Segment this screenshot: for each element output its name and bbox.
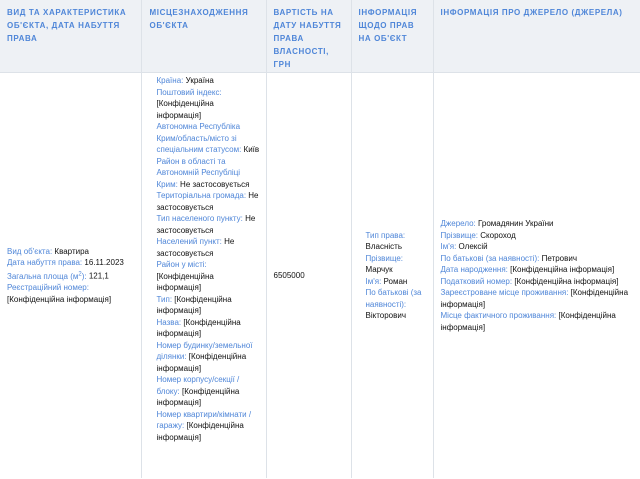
header-row xyxy=(0,0,640,73)
location-field xyxy=(157,190,260,213)
location-field-value: [Конфіденційна інформація] xyxy=(156,294,232,315)
location-field-label: Район у місті: xyxy=(156,260,207,269)
value-cell xyxy=(266,73,351,479)
source-field-value: Громадянин України xyxy=(478,219,554,228)
location-field xyxy=(157,236,260,259)
source-field-value: Олексій xyxy=(458,242,488,251)
header-rights: ІНФОРМАЦІЯ ЩОДО ПРАВ НА ОБ'ЄКТ xyxy=(351,0,433,73)
location-field-label: Населений пункт: xyxy=(156,237,222,246)
header-value: ВАРТІСТЬ НА ДАТУ НАБУТТЯ ПРАВА ВЛАСНОСТІ, ГРН xyxy=(266,0,351,73)
source-field xyxy=(441,276,635,288)
location-field-value: Не застосовується xyxy=(156,237,235,258)
source-field xyxy=(441,218,635,230)
source-field-label: Податковий номер: xyxy=(440,276,513,286)
header-location: МІСЦЕЗНАХОДЖЕННЯ ОБ'ЄКТА xyxy=(141,0,266,73)
owner-patronymic-label: По батькові (за наявності): xyxy=(365,288,422,309)
location-field xyxy=(157,409,260,444)
source-field xyxy=(441,241,635,253)
location-field xyxy=(157,340,260,375)
header-source: ІНФОРМАЦІЯ ПРО ДЖЕРЕЛО (ДЖЕРЕЛА) xyxy=(433,0,640,73)
location-field-value: [Конфіденційна інформація] xyxy=(156,271,214,292)
location-field-value: Київ xyxy=(243,145,260,154)
acquisition-date-value: 16.11.2023 xyxy=(84,258,124,268)
location-field-value: Не застосовується xyxy=(156,214,256,235)
location-field-label: Район в області та Автономній Республіці Крим: xyxy=(156,156,241,189)
location-field xyxy=(157,213,260,236)
location-field-label: Номер квартири/кімнати /гаражу: xyxy=(156,409,252,430)
location-field-label: Номер корпусу/секції /блоку: xyxy=(156,375,240,396)
source-field-label: Джерело: xyxy=(440,219,476,228)
location-cell xyxy=(141,73,266,479)
location-field-label: Автономна Республіка Крим/область/місто зі спеціальним статусом: xyxy=(156,122,242,154)
source-field xyxy=(441,230,635,242)
location-field-value: [Конфіденційна інформація] xyxy=(156,421,244,442)
location-field-value: [Конфіденційна інформація] xyxy=(156,317,241,338)
area-label: Загальна площа $(м^2)$: xyxy=(7,270,87,281)
area-value: 121,1 xyxy=(88,271,109,281)
location-field xyxy=(157,317,260,340)
right-type-label: Тип права: xyxy=(365,230,406,240)
location-field xyxy=(157,374,260,409)
source-field-value: [Конфіденційна інформація] xyxy=(440,311,616,332)
owner-surname-value: Марчук xyxy=(365,265,393,274)
location-field-value: [Конфіденційна інформація] xyxy=(156,386,240,407)
location-field xyxy=(157,75,260,87)
table-row xyxy=(0,73,640,479)
source-field-value: [Конфіденційна інформація] xyxy=(440,288,629,309)
location-field-label: Територіальна громада: xyxy=(156,191,247,200)
location-field-value: Не застосовується xyxy=(156,191,259,212)
location-field-label: Тип населеного пункту: xyxy=(156,214,243,223)
location-field-label: Номер будинку/земельної ділянки: xyxy=(156,340,253,361)
right-type-value: Власність xyxy=(365,242,402,251)
source-field xyxy=(441,310,635,333)
location-field-label: Тип: xyxy=(156,294,173,304)
source-field xyxy=(441,264,635,276)
location-field-value: [Конфіденційна інформація] xyxy=(156,99,214,120)
location-field xyxy=(157,121,260,156)
source-field xyxy=(441,253,635,265)
location-field-label: Назва: xyxy=(156,317,182,327)
location-field xyxy=(157,259,260,294)
value-amount: 6505000 xyxy=(273,270,305,280)
source-field-label: Місце фактичного проживання: xyxy=(440,311,557,320)
location-field-value: Україна xyxy=(185,76,214,85)
location-field-label: Поштовий індекс: xyxy=(156,87,222,97)
reg-number-value: [Конфіденційна інформація] xyxy=(7,294,112,304)
source-field-label: По батькові (за наявності): xyxy=(440,253,540,263)
object-type-value: Квартира xyxy=(54,246,89,256)
object-type-label: Вид об'єкта: xyxy=(7,246,53,256)
source-field-label: Зареєстроване місце проживання: xyxy=(440,288,569,297)
location-field xyxy=(157,156,260,191)
acquisition-date-label: Дата набуття права: xyxy=(7,258,83,268)
owner-surname-label: Прізвище: xyxy=(365,253,404,263)
owner-name-value: Роман xyxy=(383,276,408,286)
owner-patronymic-value: Вікторович xyxy=(365,311,407,320)
source-field xyxy=(441,287,635,310)
source-field-value: Скороход xyxy=(480,230,516,240)
header-object: ВИД ТА ХАРАКТЕРИСТИКА ОБ'ЄКТА, ДАТА НАБУТТЯ ПРАВА xyxy=(0,0,141,73)
source-field-value: [Конфіденційна інформація] xyxy=(510,265,615,274)
location-field xyxy=(157,87,260,122)
location-field-label: Країна: xyxy=(156,76,184,85)
source-field-label: Прізвище: xyxy=(440,230,479,240)
source-field-label: Ім'я: xyxy=(440,242,457,251)
object-cell xyxy=(0,73,141,479)
rights-cell xyxy=(351,73,433,479)
location-field xyxy=(157,294,260,317)
source-field-value: [Конфіденційна інформація] xyxy=(514,276,619,286)
source-cell xyxy=(433,73,640,479)
reg-number-label: Реєстраційний номер: xyxy=(7,283,89,293)
source-field-label: Дата народження: xyxy=(440,265,508,274)
source-field-value: Петрович xyxy=(541,253,577,263)
location-field-value: Не застосовується xyxy=(180,179,250,189)
location-field-value: [Конфіденційна інформація] xyxy=(156,352,247,373)
owner-name-label: Ім'я: xyxy=(365,276,382,286)
